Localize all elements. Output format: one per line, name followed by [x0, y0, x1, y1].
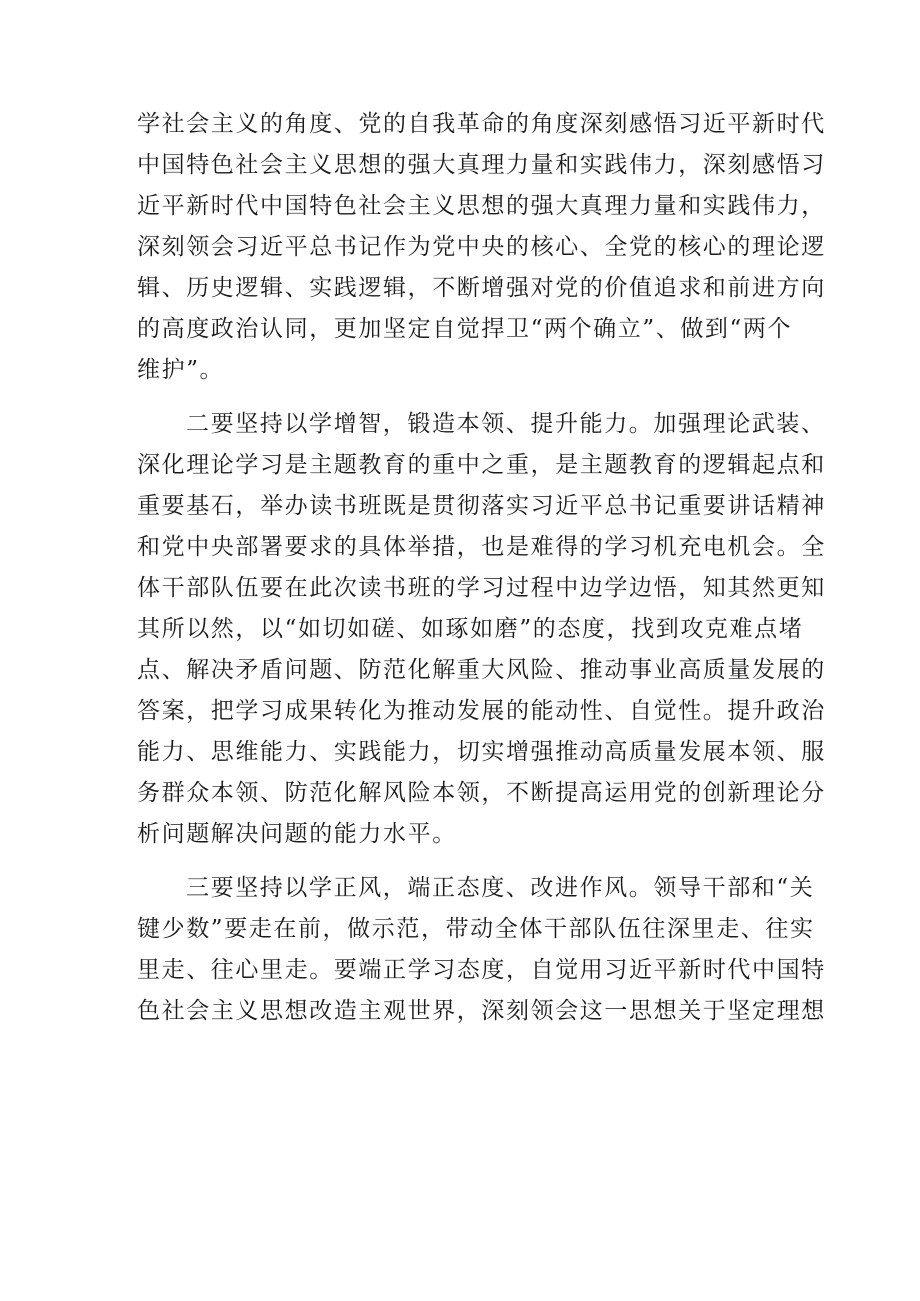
- text-line: 体干部队伍要在此次读书班的学习过程中边学边悟，知其然更知: [137, 575, 826, 601]
- text-line: 的高度政治认同，更加坚定自觉捍卫“两个确立”、做到“两个: [137, 316, 793, 342]
- text-line: 辑、历史逻辑、实践逻辑，不断增强对党的价值追求和前进方向: [137, 275, 826, 301]
- text-line: 维护”。: [137, 357, 225, 383]
- text-line: 学社会主义的角度、党的自我革命的角度深刻感悟习近平新时代: [137, 111, 826, 137]
- text-line: 重要基石，举办读书班既是贯彻落实习近平总书记重要讲话精神: [137, 493, 826, 519]
- text-line: 其所以然，以“如切如磋、如琢如磨”的态度，找到攻克难点堵: [137, 616, 804, 642]
- text-line: 深刻领会习近平总书记作为党中央的核心、全党的核心的理论逻: [137, 234, 826, 260]
- text-line: 点、解决矛盾问题、防范化解重大风险、推动事业高质量发展的: [137, 657, 826, 683]
- text-line: 和党中央部署要求的具体举措，也是难得的学习机充电机会。全: [137, 534, 826, 560]
- paragraph-heading-line: 二要坚持以学增智，锻造本领、提升能力。加强理论武装、: [186, 411, 826, 437]
- text-line: 能力、思维能力、实践能力，切实增强推动高质量发展本领、服: [137, 739, 826, 765]
- text-line: 答案，把学习成果转化为推动发展的能动性、自觉性。提升政治: [137, 698, 826, 724]
- paragraph-heading-line: 三要坚持以学正风，端正态度、改进作风。领导干部和“关: [186, 875, 815, 901]
- text-line: 键少数”要走在前，做示范，带动全体干部队伍往深里走、往实: [137, 916, 815, 942]
- text-line: 中国特色社会主义思想的强大真理力量和实践伟力，深刻感悟习: [137, 152, 826, 178]
- text-line: 里走、往心里走。要端正学习态度，自觉用习近平新时代中国特: [137, 957, 826, 983]
- document-body: [137, 104, 826, 1032]
- text-line: 析问题解决问题的能力水平。: [137, 821, 457, 847]
- text-line: 色社会主义思想改造主观世界，深刻领会这一思想关于坚定理想: [137, 998, 826, 1024]
- text-line: 近平新时代中国特色社会主义思想的强大真理力量和实践伟力，: [137, 193, 826, 219]
- text-line: 务群众本领、防范化解风险本领，不断提高运用党的创新理论分: [137, 780, 826, 806]
- text-line: 深化理论学习是主题教育的重中之重，是主题教育的逻辑起点和: [137, 452, 826, 478]
